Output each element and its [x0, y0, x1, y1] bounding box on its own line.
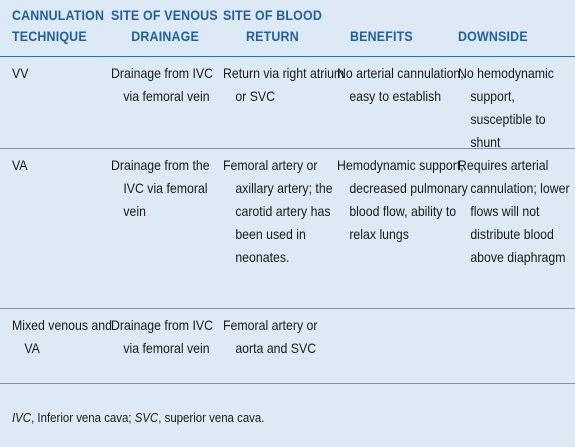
cell-return: Femoral artery or aorta and SVC [223, 317, 318, 356]
table-header [0, 0, 575, 57]
cell-return: Return via right atrium or SVC [223, 65, 345, 104]
cell-technique: Mixed venous and VA [12, 317, 113, 356]
header-line: RETURN [246, 29, 299, 44]
table-row [0, 149, 575, 309]
table-row [0, 309, 575, 384]
cell-technique: VV [12, 65, 29, 81]
header-line: SITE OF BLOOD [223, 8, 323, 23]
cell-benefits: No arterial cannulation, easy to establish [337, 65, 464, 104]
footnote-abbr: IVC [12, 410, 32, 425]
footnote-abbr: SVC [134, 410, 159, 425]
footnote-definition: , superior vena cava. [158, 410, 265, 425]
cell-return: Femoral artery or axillary artery; the carotid artery has been used in neonates. [223, 157, 333, 265]
header-technique [12, 5, 104, 47]
cell-drainage: Drainage from IVC via femoral vein [111, 317, 214, 356]
header-line: DOWNSIDE [458, 29, 528, 44]
cell-technique: VA [12, 157, 28, 173]
table-row [0, 57, 575, 149]
header-downside [458, 26, 528, 47]
header-line: SITE OF VENOUS [111, 8, 218, 23]
header-drainage [111, 5, 218, 47]
cell-benefits: Hemodynamic support, decreased pulmonary blood flow, ability to relax lungs [337, 157, 468, 242]
cell-downside: Requires arterial cannulation; lower flows will not distribute blood above diaphragm [458, 157, 570, 265]
header-line: DRAINAGE [131, 29, 199, 44]
header-line: TECHNIQUE [12, 29, 87, 44]
footnote-definition: , Inferior vena cava; [31, 410, 135, 425]
header-return [223, 5, 322, 47]
cell-drainage: Drainage from the IVC via femoral vein [111, 157, 210, 219]
table-footnote [12, 410, 264, 426]
cell-downside: No hemodynamic support, susceptible to shunt [458, 65, 554, 150]
header-line: BENEFITS [350, 29, 413, 44]
header-benefits [350, 26, 413, 47]
cell-drainage: Drainage from IVC via femoral vein [111, 65, 214, 104]
header-line: CANNULATION [12, 8, 105, 23]
